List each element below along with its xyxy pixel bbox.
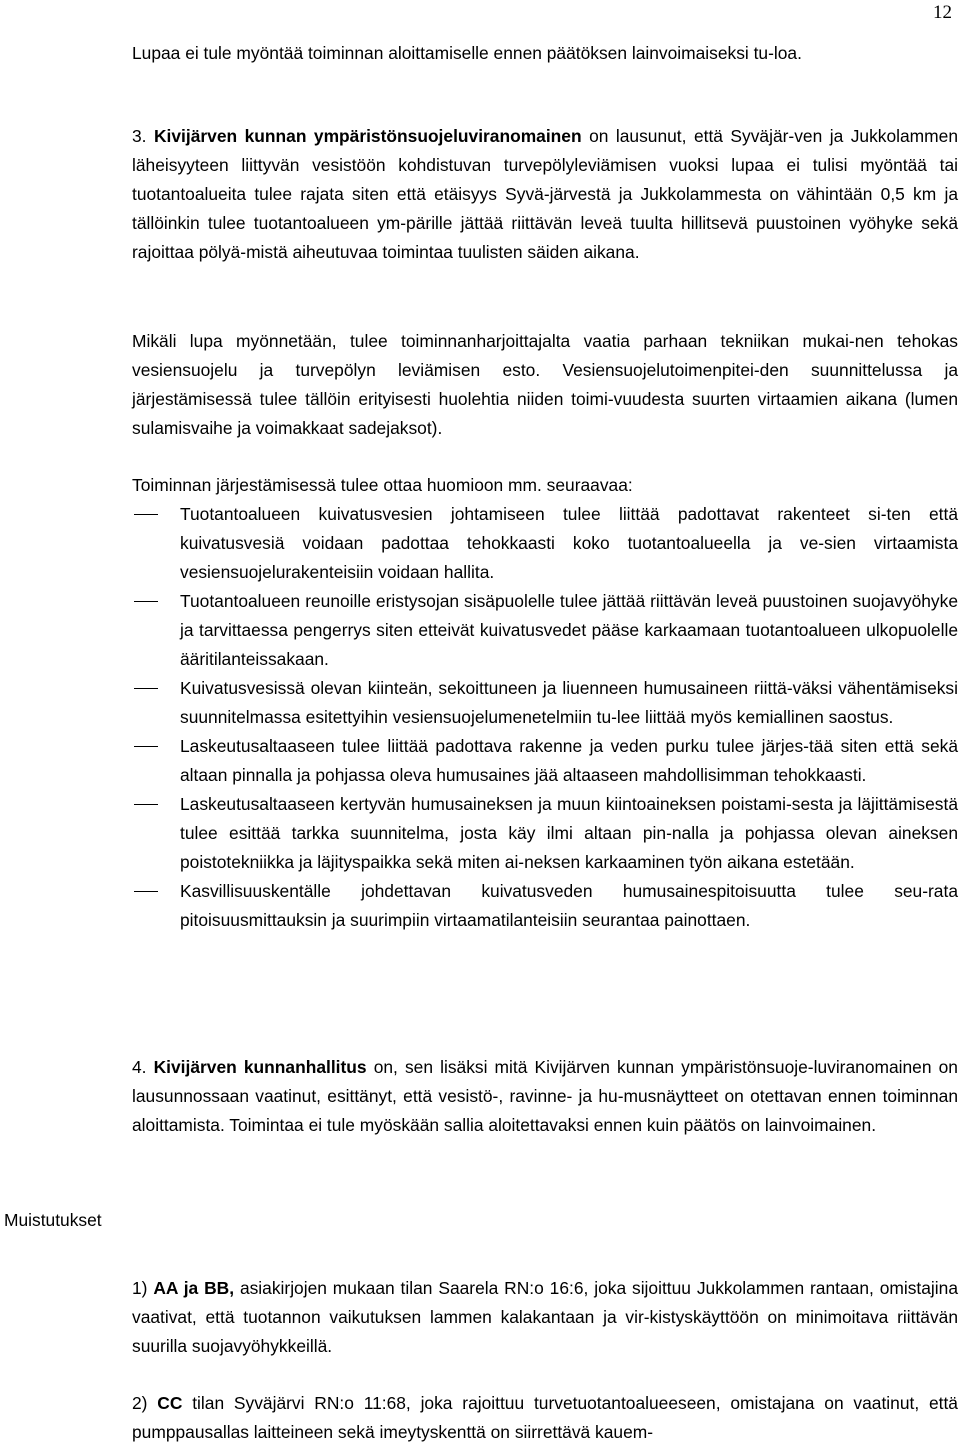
muistutus-2-text: tilan Syväjärvi RN:o 11:68, joka rajoittuu turvetuotantoalueeseen, omistajana on vaatinut, että pumppausallas laitteineen sekä imeytyskenttä on siirrettävä kauem- [132,1393,958,1442]
mikali-paragraph [132,327,958,443]
dash-bullet-icon [134,891,158,892]
item-3-number: 3. [132,126,147,146]
list-item-text: Tuotantoalueen kuivatusvesien johtamiseen tulee liittää padottavat rakenteet si-ten että kuivatusvesiä voidaan padottaa tehokkaasti koko tuotantoalueella ja ve-sien virtaamista vesiensuojelurakenteisiin voidaan hallita. [180,504,958,582]
item-3-text: on lausunut, että Syväjär-ven ja Jukkolammen läheisyyteen liittyvän vesistöön kohdistuvan turvepölyleviämisen vuoksi lupaa ei tulisi myöntää tai tuotantoalueita tulee rajata siten että etäisyys Syvä-järvestä ja Jukkolammesta on vähintään 0,5 km ja tällöinkin tulee tuotantoalueen ym-pärille jättää riittävän leveä tuulta hillitsevä puustoinen vyöhyke sekä rajoittaa pölyä-mistä aiheutuvaa toimintaa tuulisten säiden aikana. [132,126,958,262]
dash-bullet-icon [134,804,158,805]
muistutus-1-text: asiakirjojen mukaan tilan Saarela RN:o 16:6, joka sijoittuu Jukkolammen rantaan, omistajina vaativat, että tuotannon vaikutuksen lammen kalakantaan ja vir-kistyskäyttöön on minimoitava riittävän suurilla suojavyöhykkeillä. [132,1278,958,1356]
muistutus-2-bold: CC [157,1393,183,1413]
list-item-text: Laskeutusaltaaseen kertyvän humusaineksen ja muun kiintoaineksen poistami-sesta ja läjittämisestä tulee esittää tarkka suunnitelma, josta käy ilmi altaan pin-nalla ja pohjassa olevan aineksen poistotekniikka ja läjityspaikka sekä miten ai-neksen karkaaminen työn aikana estetään. [180,794,958,872]
intro-text: Lupaa ei tule myöntää toiminnan aloittamiselle ennen päätöksen lainvoimaiseksi tu-loa. [132,43,802,63]
list-item [132,500,958,587]
mikali-text: Mikäli lupa myönnetään, tulee toiminnanharjoittajalta vaatia parhaan tekniikan mukai-nen tehokas vesiensuojelu ja turvepölyn leviämisen esto. Vesiensuojelutoimenpitei-den suunnittelussa ja järjestämisessä tulee tällöin erityisesti huolehtia niiden toimi-vuudesta suurten virtaamien aikana (lumen sulamisvaihe ja voimakkaat sadejaksot). [132,331,958,438]
item-4-text: on, sen lisäksi mitä Kivijärven kunnan ympäristönsuoje-luviranomainen on lausunnossaan vaatinut, esittänyt, että vesistö-, ravinne- ja hu-musnäytteet on otettavan ennen toiminnan aloittamista. Toimintaa ei tule myöskään sallia aloitettavaksi ennen kuin päätös on lainvoimainen. [132,1057,958,1135]
item-3-bold: Kivijärven kunnan ympäristönsuojeluviranomainen [154,126,582,146]
requirements-intro: Toiminnan järjestämisessä tulee ottaa huomioon mm. seuraavaa: [132,475,633,495]
item-3 [132,122,958,267]
dash-bullet-icon [134,601,158,602]
dash-bullet-icon [134,688,158,689]
list-item-text: Kasvillisuuskentälle johdettavan kuivatusveden humusainespitoisuutta tulee seu-rata pitoisuusmittauksin ja suurimpiin virtaamatilanteisiin seurantaa painottaen. [180,881,958,930]
item-4-number: 4. [132,1057,147,1077]
list-item-text: Laskeutusaltaaseen tulee liittää padottava rakenne ja veden purku tulee järjes-tää siten että sekä altaan pinnalla ja pohjassa oleva humusaines jää altaaseen mahdollisimman tehokkaasti. [180,736,958,785]
dash-bullet-icon [134,514,158,515]
dash-bullet-icon [134,746,158,747]
muistutus-1 [132,1274,958,1361]
list-item [132,790,958,877]
list-item-text: Kuivatusvesissä olevan kiinteän, sekoittuneen ja liuenneen humusaineen riittä-väksi vähentämiseksi suunnitelmassa esitettyihin vesiensuojelumenetelmiin tu-lee liittää myös kemiallinen saostus. [180,678,958,727]
intro-paragraph [132,39,958,68]
item-4-bold: Kivijärven kunnanhallitus [153,1057,367,1077]
page-number: 12 [933,2,952,23]
muistutus-1-number: 1) [132,1278,148,1298]
item-4 [132,1053,958,1140]
list-item [132,732,958,790]
section-label-muistutukset: Muistutukset [4,1210,102,1230]
list-item [132,674,958,732]
requirements-section [132,471,958,935]
muistutus-2-number: 2) [132,1393,148,1413]
list-item [132,877,958,935]
list-item-text: Tuotantoalueen reunoille eristysojan sisäpuolelle tulee jättää riittävän leveä puustoinen suojavyöhyke ja tarvittaessa pengerrys siten etteivät kuivatusvedet pääse karkaamaan tuotantoalueen ulkopuolelle ääritilanteissakaan. [180,591,958,669]
muistutus-1-bold: AA ja BB, [153,1278,235,1298]
muistutus-2 [132,1389,958,1447]
requirements-list [132,500,958,935]
list-item [132,587,958,674]
